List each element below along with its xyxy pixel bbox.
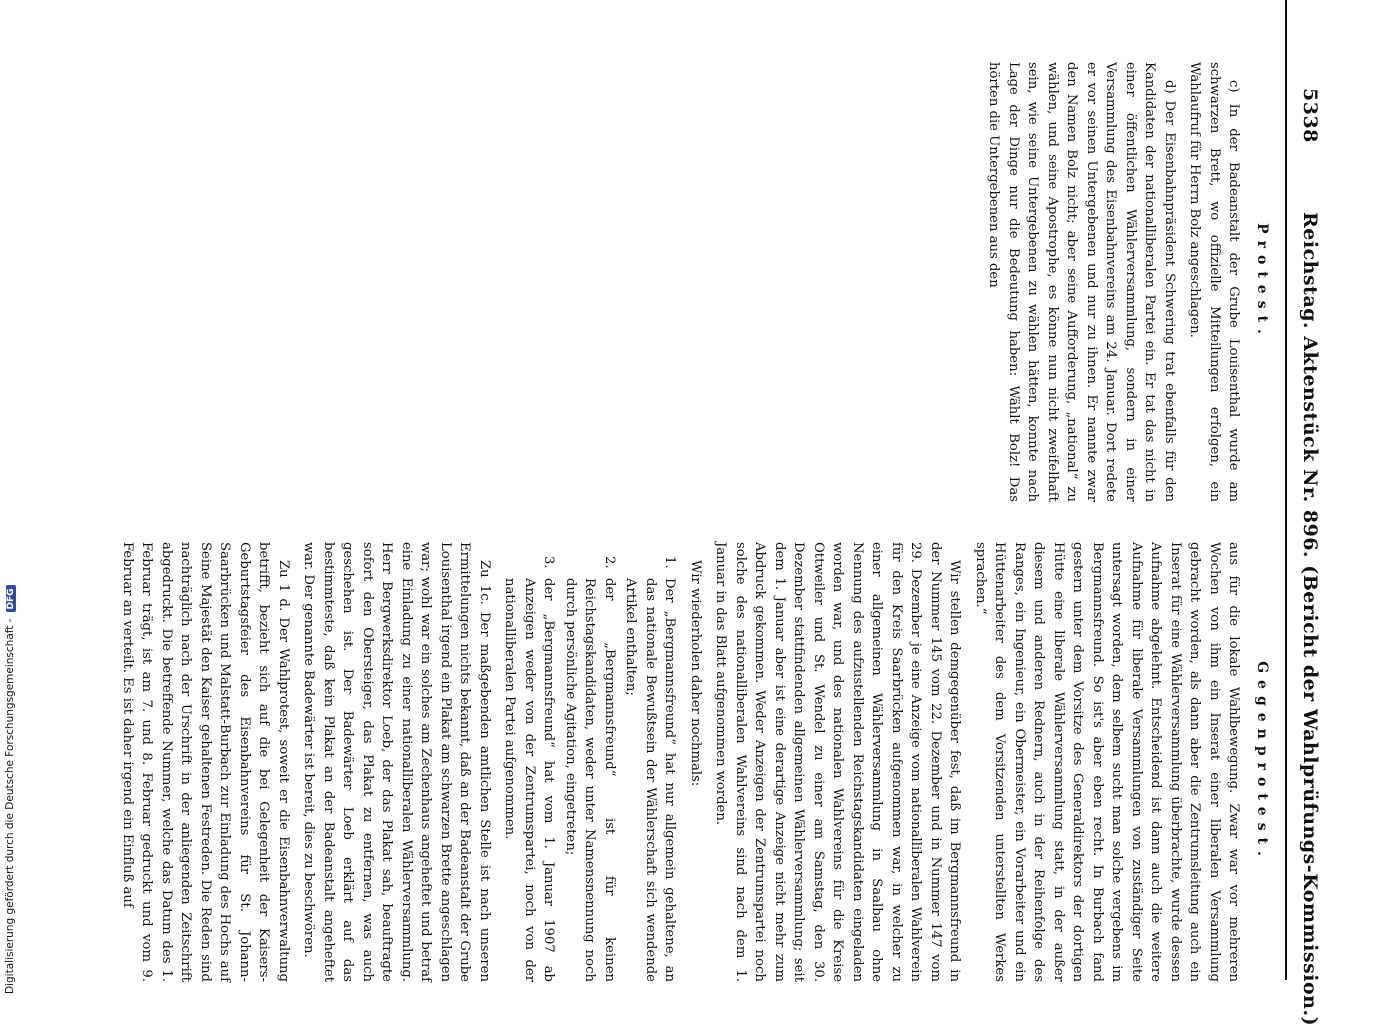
right-column-heading: Gegenprotest. xyxy=(1254,661,1270,863)
left-column xyxy=(978,62,1271,502)
paragraph: Zu 1c. Der maßgebenden amtlichen Stelle ist nach unseren Ermittelungen nichts bekannt, daß an der Badeanstalt der Grube Louisenthal irgend ein Plakat am schwarzen Brette angeschlagen war; wohl war ein solches am Zechenhaus angeheftet und betraf eine Einladung zu einer nationalliberalen Wählerversammlung. Herr Bergwerksdirektor Loeb, der das Plakat sah, beauftragte sofort den Obersteiger, das Plakat zu entfernen, was auch geschehen ist. Der Badewärter Loeb erklärt auf das bestimmteste, daß kein Plakat an der Badeanstalt angeheftet war. Der genannte Badewärter ist bereit, dies zu beschwören. xyxy=(301,542,492,982)
list-item-number: 2. xyxy=(602,556,617,569)
paragraph: Wir wiederholen daher nochmals: xyxy=(688,560,703,787)
numbered-list xyxy=(500,542,680,982)
page-title: Reichstag. Aktenstück Nr. 896. (Bericht der Wahlprüfungs-Kommission.) xyxy=(1299,212,1321,1026)
page-header xyxy=(1285,0,1323,1026)
page-number: 5338 xyxy=(1299,88,1321,143)
list-item-text: der „Bergmannsfreund“ hat vom 1. Januar 1907 ab Anzeigen weder von der Zentrumspartei, noch von der nationalliberalen Partei aufgenommen. xyxy=(502,578,557,982)
paragraph: d) Der Eisenbahnpräsident Schwering trat ebenfalls für den Kandidaten der nationalliberalen Partei ein. Er tat das nicht in einer öffentlichen Wählerversammlung, sondern in einer Versammlung des Eisenbahnvereins am 24. Januar. Dort redete er vor seinen Untergebenen und nur zu ihnen. Er nannte zwar den Namen Bolz nicht; aber seine Aufforderung, „national“ zu wählen, und seine Apostrophe, es könne nun nicht zweifelhaft sein, wie seine Untergebenen zu wählen hätten, konnte nach Lage der Dinge nur die Bedeutung haben: Wählt Bolz! Das hörten die Untergebenen aus den xyxy=(986,62,1177,502)
list-item-text: Der „Bergmannsfreund“ hat nur allgemein gehaltene, an das nationale Bewußtsein der Wählerschaft sich wendende Artikel enthalten; xyxy=(623,578,678,982)
dfg-logo: DFG xyxy=(6,585,16,612)
list-item xyxy=(561,542,620,982)
list-item xyxy=(621,542,680,982)
paragraph: aus für die lokale Wahlbewegung. Zwar war vor mehreren Wochen von ihm ein Inserat einer liberalen Versammlung gebracht worden, als dann aber die Zentrumsleitung auch ein Inserat für eine Wählerversammlung überbrachte, wurde dessen Aufnahme abgelehnt. Entscheidend ist dann auch die weitere Aufnahme für liberale Versammlungen von zuständiger Seite untersagt worden, dem selbem sucht man solche vergebens im Bergmannsfreund. So ist's aber eben recht. In Burbach fand gestern unter dem Vorsitze des Generaldirektors der dortigen Hütte eine liberale Wählerversammlung statt, in der außer diesem und anderen Rednern, auch in der Reihenfolge des Ranges, ein Ingenieur, ein Obermeister, ein Vorarbeiter und ein Hüttenarbeiter des dem Vorsitzenden unterstellten Werkes sprachen.“ xyxy=(973,542,1242,982)
right-column xyxy=(112,542,1272,982)
list-item-number: 3. xyxy=(541,556,557,569)
digitization-credit xyxy=(4,24,16,994)
list-item-text: der „Bergmannsfreund“ ist für keinen Reichstagskandidaten, weder unter Namensnennung noch durch persönliche Agitation, eingetreten; xyxy=(563,578,617,982)
list-item xyxy=(500,542,559,982)
paragraph: Zu 1 d. Der Wahlprotest, soweit er die Eisenbahnverwaltung betrifft, bezieht sich auf die bei Gelegenheit der Kaisers-Geburtstagsfeier des Eisenbahnvereins für St. Johann-Saarbrücken und Malstatt-Burbach zur Einladung des Hochs auf Seine Majestät den Kaiser gehaltenen Festreden. Die Reden sind nachträglich nach der Urschrift in der anliegenden Zeitschrift abgedruckt. Die betreffende Nummer, welche das Datum des 1. Februar trägt, ist am 7. und 8. Februar gedruckt und vom 9. Februar an verteilt. Es ist daher irgend ein Einfluß auf xyxy=(120,542,291,982)
left-column-heading: Protest. xyxy=(1254,223,1270,341)
list-item-number: 1. xyxy=(662,556,678,569)
paragraph: c) In der Badeanstalt der Grube Louisenthal wurde am schwarzen Brett, wo offizielle Mitteilungen erfolgen, ein Wahlaufruf für Herrn Bolz angeschlagen. xyxy=(1187,62,1242,502)
paragraph: Wir stellen demgegenüber fest, daß im Bergmannsfreund in der Nummer 145 vom 22. Dezember und in Nummer 147 vom 29. Dezember je eine Anzeige vom nationalliberalen Wahlverein für den Kreis Saarbrücken aufgenommen war, in welcher zu einer allgemeinen Wählerversammlung in Saalbau ohne Nennung des aufzustellenden Reichstagskandidaten eingeladen worden war, und des nationalen Wahlvereins für die Kreise Ottweiler und St. Wendel zu einer am Samstag, den 30. Dezember stattfindenden allgemeinen Wählerversammlung; seit dem 1. Januar aber ist eine derartige Anzeige nicht mehr zum Abdruck gekommen. Weder Anzeigen der Zentrumspartei noch solche des nationalliberalen Wahlvereins sind nach dem 1. Januar in das Blatt aufgenommen worden. xyxy=(713,542,963,982)
credit-text: Digitalisierung gefördert durch die Deutsche Forschungsgemeinschaft - xyxy=(4,618,16,994)
